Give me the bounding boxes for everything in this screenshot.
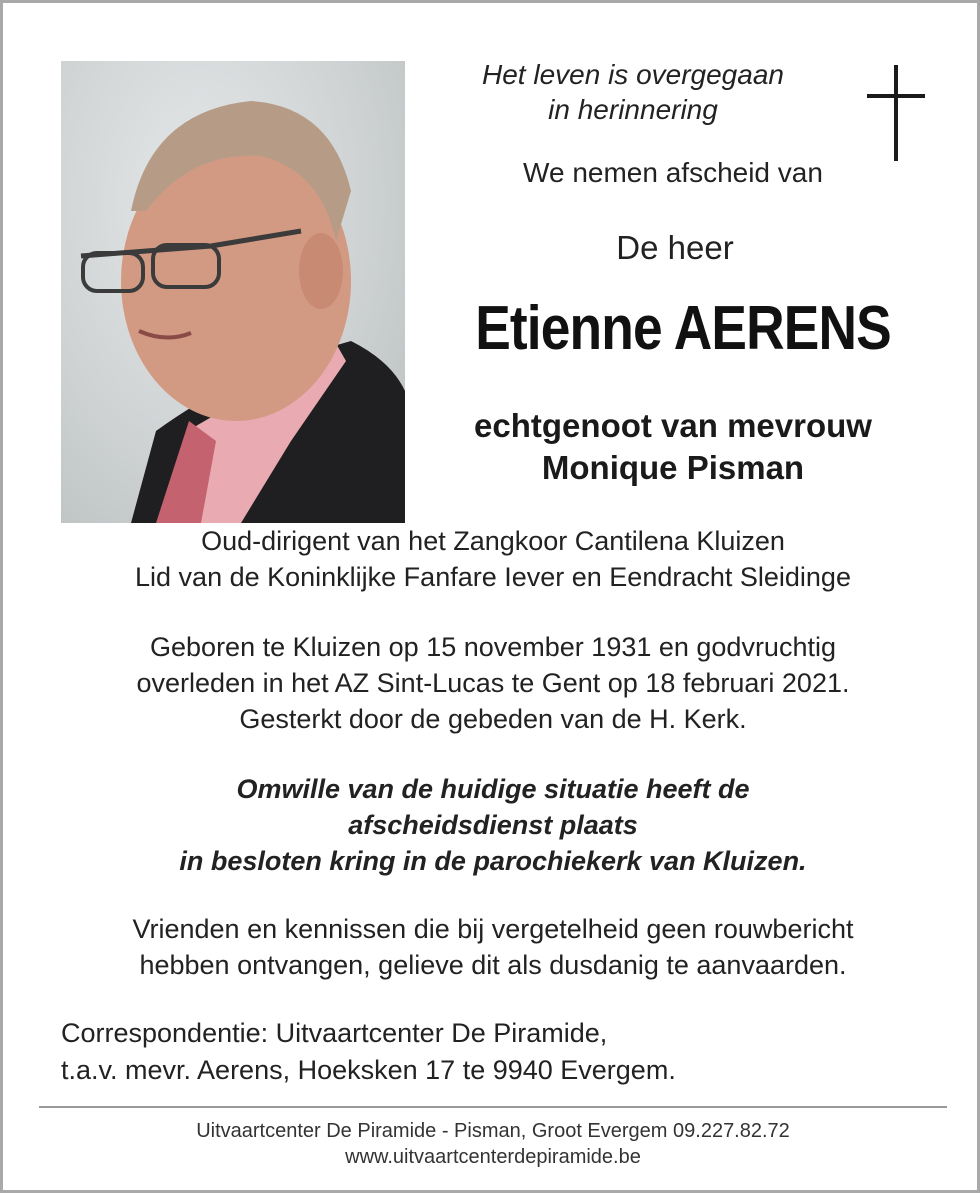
- poem: [423, 57, 843, 127]
- spouse-block: [423, 405, 923, 489]
- service-line: Omwille van de huidige situatie heeft de: [236, 774, 750, 804]
- footer-divider: [39, 1106, 947, 1108]
- dates-line: Gesterkt door de gebeden van de H. Kerk.: [239, 704, 747, 734]
- service-line: afscheidsdienst plaats: [348, 810, 638, 840]
- dates-block: [33, 629, 953, 737]
- footer: [33, 1118, 953, 1170]
- roles-block: [33, 523, 953, 595]
- spouse-line: Monique Pisman: [541, 449, 805, 486]
- intro-text: We nemen afscheid van: [523, 157, 823, 188]
- correspondence-line: t.a.v. mevr. Aerens, Hoeksken 17 te 9940 Evergem.: [61, 1055, 676, 1085]
- salutation: De heer: [616, 229, 734, 266]
- cross-icon: [867, 65, 925, 161]
- dates-line: Geboren te Kluizen op 15 november 1931 en godvruchtig: [150, 632, 836, 662]
- portrait-photo: [61, 61, 405, 523]
- poem-line: Het leven is overgegaan: [482, 59, 784, 90]
- footer-contact: Uitvaartcenter De Piramide - Pisman, Groot Evergem 09.227.82.72: [196, 1120, 790, 1142]
- friends-line: hebben ontvangen, gelieve dit als dusdanig te aanvaarden.: [139, 950, 847, 980]
- service-block: [33, 771, 953, 879]
- deceased-name: Etienne AERENS: [475, 294, 891, 363]
- friends-line: Vrienden en kennissen die bij vergetelheid geen rouwbericht: [132, 914, 854, 944]
- friends-block: [33, 911, 953, 983]
- spouse-line: echtgenoot van mevrouw: [474, 407, 872, 444]
- dates-line: overleden in het AZ Sint-Lucas te Gent op 18 februari 2021.: [136, 668, 850, 698]
- footer-website[interactable]: www.uitvaartcenterdepiramide.be: [345, 1146, 641, 1168]
- correspondence-block: [61, 1015, 941, 1089]
- correspondence-line: Correspondentie: Uitvaartcenter De Piramide,: [61, 1018, 608, 1048]
- role-line: Lid van de Koninklijke Fanfare Iever en Eendracht Sleidinge: [135, 562, 851, 592]
- role-line: Oud-dirigent van het Zangkoor Cantilena Kluizen: [201, 526, 785, 556]
- portrait-illustration: [61, 61, 405, 523]
- poem-line: in herinnering: [548, 94, 718, 125]
- service-line: in besloten kring in de parochiekerk van Kluizen.: [179, 846, 807, 876]
